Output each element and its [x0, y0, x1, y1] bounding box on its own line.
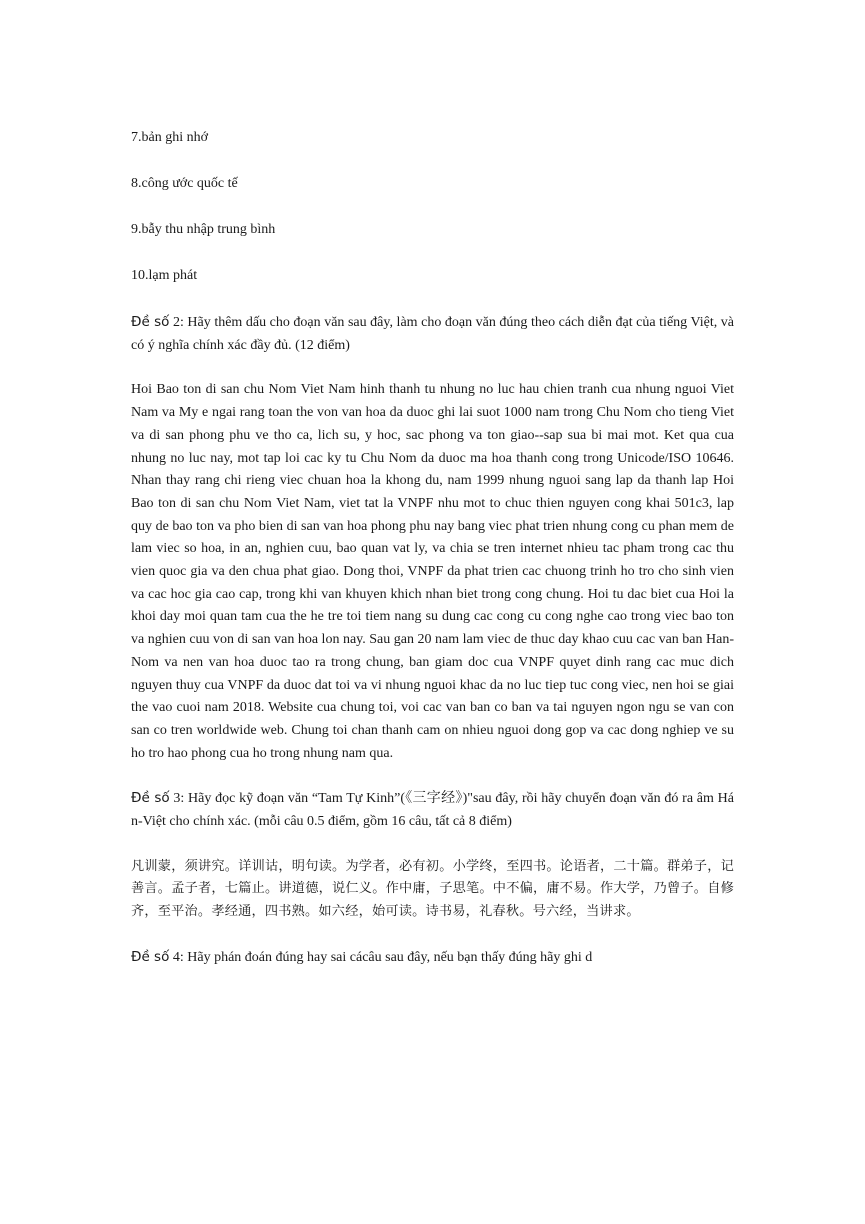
exam-3-text: 3: Hãy đọc kỹ đoạn văn “Tam Tự Kinh”(《三字经》)"sau đây, rồi hãy chuyển đoạn văn đó ra âm Hán-Việt cho chính xác. (mỗi câu 0.5 điểm, gồm 16 câu, tất cả 8 điểm) — [131, 791, 734, 830]
exam-2-passage: Hoi Bao ton di san chu Nom Viet Nam hinh thanh tu nhung no luc hau chien tranh cua nhung nguoi Viet Nam va My e ngai rang toan the von van hoa da duoc ghi lai suot 1000 nam trong Chu Nom cho tieng Viet va di san phong phu ve tho ca, lich su, y hoc, sac phong va ton giao--sap sua bi mai mot. Ket qua cua nhung no luc nay, mot tap loi cac ky tu Chu Nom da duoc ma hoa thanh cong trong Unicode/ISO 10646. Nhan thay rang chi rieng viec chuan hoa la khong du, nam 1999 nhung nguoi sang lap da thanh lap Hoi Bao ton di san chu Nom Viet Nam, viet tat la VNPF nhu mot to chuc thien nguyen cong khai 501c3, lap quy de bao ton va pho bien di san van hoa phong phu nay bang viec phat trien nhung cong cu phan mem de lam viec so hoa, in an, nghien cuu, bao quan vat ly, va chia se tren internet nhieu tac pham trong cac thu vien quoc gia va den chua phat giao. Dong thoi, VNPF da phat trien cac chuong trinh ho tro cho sinh vien va cac hoc gia cao cap, trong khi van khuyen khich nhan biet trong cong chung. Hoi tu dac biet cua Hoi la khoi day moi quan tam cua the he tre toi tiem nang su dung cac cong cu cong nghe cao trong viec bao ton va nghien cuu von di san van hoa lon nay. Sau gan 20 nam lam viec de thuc day khao cuu cac van ban Han-Nom va nen van hoa duoc tao ra trong chung, ban giam doc cua VNPF quyet dinh rang cac muc dich nguyen thuy cua VNPF da duoc dat toi va vi nhung nguoi khac da no luc tiep tuc cong viec, nen hoi se giai the vao cuoi nam 2018. Website cua chung toi, voi cac van ban co ban va tai nguyen ngon ngu se van con san co tren worldwide web. Chung toi chan thanh cam on nhieu nguoi dong gop va cac dong nghiep ve su ho tro hao phong cua ho trong nhung nam qua. — [131, 382, 734, 761]
vocab-item-7: 7.bản ghi nhớ — [131, 130, 209, 145]
vocab-item-8: 8.công ước quốc tế — [131, 176, 238, 191]
vocab-item-9: 9.bẫy thu nhập trung bình — [131, 222, 276, 237]
exam-2-text: 2: Hãy thêm dấu cho đoạn văn sau đây, làm cho đoạn văn đúng theo cách diễn đạt của tiếng Việt, và có ý nghĩa chính xác đầy đủ. (12 điểm) — [131, 315, 734, 353]
exam-4-instructions — [131, 946, 734, 970]
vocab-item-10: 10.lạm phát — [131, 268, 198, 283]
document-page — [131, 127, 734, 992]
exam-3-passage: 凡训蒙，须讲究。详训诂，明句读。为学者，必有初。小学终，至四书。论语者，二十篇。群弟子，记善言。孟子者，七篇止。讲道德，说仁义。作中庸，子思笔。中不偏，庸不易。作大学，乃曾子。自修齐，至平治。孝经通，四书熟。如六经，始可读。诗书易，礼春秋。号六经，当讲求。 — [131, 858, 734, 920]
exam-3-label: Đề số — [131, 790, 170, 807]
exam-2-heading — [131, 311, 734, 357]
exam-4-text: 4: Hãy phán đoán đúng hay sai cácâu sau đây, nếu bạn thấy đúng hãy ghi d — [169, 949, 593, 965]
exam-3-instructions — [131, 787, 734, 833]
exam-4-label: Đề số — [131, 948, 170, 965]
exam-2-label: Đề số — [131, 314, 170, 330]
exam-4-heading — [131, 946, 734, 970]
exam-2-instructions — [131, 311, 734, 357]
exam-3-heading — [131, 787, 734, 833]
